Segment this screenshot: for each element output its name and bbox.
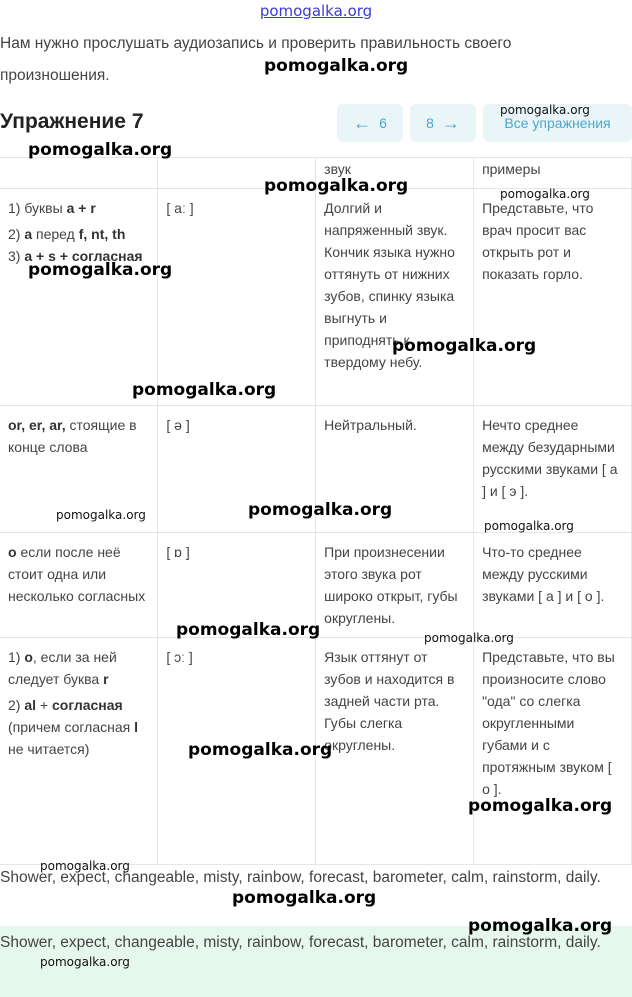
rule-cell: or, er, ar, стоящие в конце слова [0, 406, 158, 533]
table-cell: звук [316, 158, 474, 189]
site-logo[interactable]: pomogalka.org [259, 2, 373, 20]
example-cell: Что-то среднее между русскими звуками [ а ] и [ о ]. [474, 533, 632, 638]
watermark: pomogalka.org [392, 336, 537, 356]
watermark: pomogalka.org [264, 176, 409, 196]
watermark: pomogalka.org [188, 740, 333, 760]
symbol-cell: [ ɒ ] [158, 533, 316, 638]
watermark: pomogalka.org [500, 187, 590, 201]
next-exercise-button[interactable] [410, 104, 476, 142]
arrow-right-icon: → [441, 113, 460, 133]
watermark: pomogalka.org [264, 56, 409, 76]
watermark: pomogalka.org [484, 519, 574, 533]
description-cell: Долгий и напряженный звук. Кончик языка нужно оттянуть от нижних зубов, спинку языка выгнуть и приподнять к твердому небу. [316, 189, 474, 406]
watermark: pomogalka.org [232, 888, 377, 908]
watermark: pomogalka.org [468, 916, 613, 936]
symbol-cell: [ aː ] [158, 189, 316, 406]
answer-highlighted: Shower, expect, changeable, misty, rainbow, forecast, barometer, calm, rainstorm, daily. [0, 926, 632, 997]
exercise-title: Упражнение 7 [0, 110, 144, 133]
description-cell: При произнесении этого звука рот широко открыт, губы округлены. [316, 533, 474, 638]
watermark: pomogalka.org [28, 140, 173, 160]
watermark: pomogalka.org [56, 508, 146, 522]
prev-exercise-button[interactable] [337, 104, 403, 142]
intro-text: Нам нужно прослушать аудиозапись и проверить правильность своего произношения. [0, 35, 512, 84]
watermark: pomogalka.org [132, 380, 277, 400]
watermark: pomogalka.org [468, 796, 613, 816]
answer-text: Shower, expect, changeable, misty, rainbow, forecast, barometer, calm, rainstorm, daily. [0, 869, 601, 886]
description-cell: Язык оттянут от зубов и находится в задней части рта. Губы слегка округлены. [316, 638, 474, 865]
watermark: pomogalka.org [424, 631, 514, 645]
all-exercises-label: Все упражнения [504, 115, 611, 131]
next-exercise-label: 8 [426, 115, 434, 131]
watermark: pomogalka.org [248, 500, 393, 520]
rule-cell: 1) o, если за ней следует буква r 2) al + согласная (причем согласная l не читается) [0, 638, 158, 865]
example-cell: Представьте, что врач просит вас открыть рот и показать горло. [474, 189, 632, 406]
example-cell: Представьте, что вы произносите слово "ода" со слегка округленными губами и с протяжным звуком [ о ]. [474, 638, 632, 865]
watermark: pomogalka.org [40, 955, 130, 969]
prev-exercise-label: 6 [379, 115, 387, 131]
rule-cell: 1) буквы a + r 2) a перед f, nt, th 3) a + s + согласная [0, 189, 158, 406]
description-cell: Нейтральный. [316, 406, 474, 533]
table-row [0, 189, 632, 406]
rule-cell: o если после неё стоит одна или несколько согласных [0, 533, 158, 638]
watermark: pomogalka.org [28, 260, 173, 280]
watermark: pomogalka.org [40, 859, 130, 873]
example-cell: Нечто среднее между безударными русскими звуками [ а ] и [ э ]. [474, 406, 632, 533]
arrow-left-icon: ← [353, 113, 372, 133]
table-cell: примеры [474, 158, 632, 189]
symbol-cell: [ ə ] [158, 406, 316, 533]
symbol-cell: [ ɔː ] [158, 638, 316, 865]
watermark: pomogalka.org [500, 103, 590, 117]
watermark: pomogalka.org [176, 620, 321, 640]
